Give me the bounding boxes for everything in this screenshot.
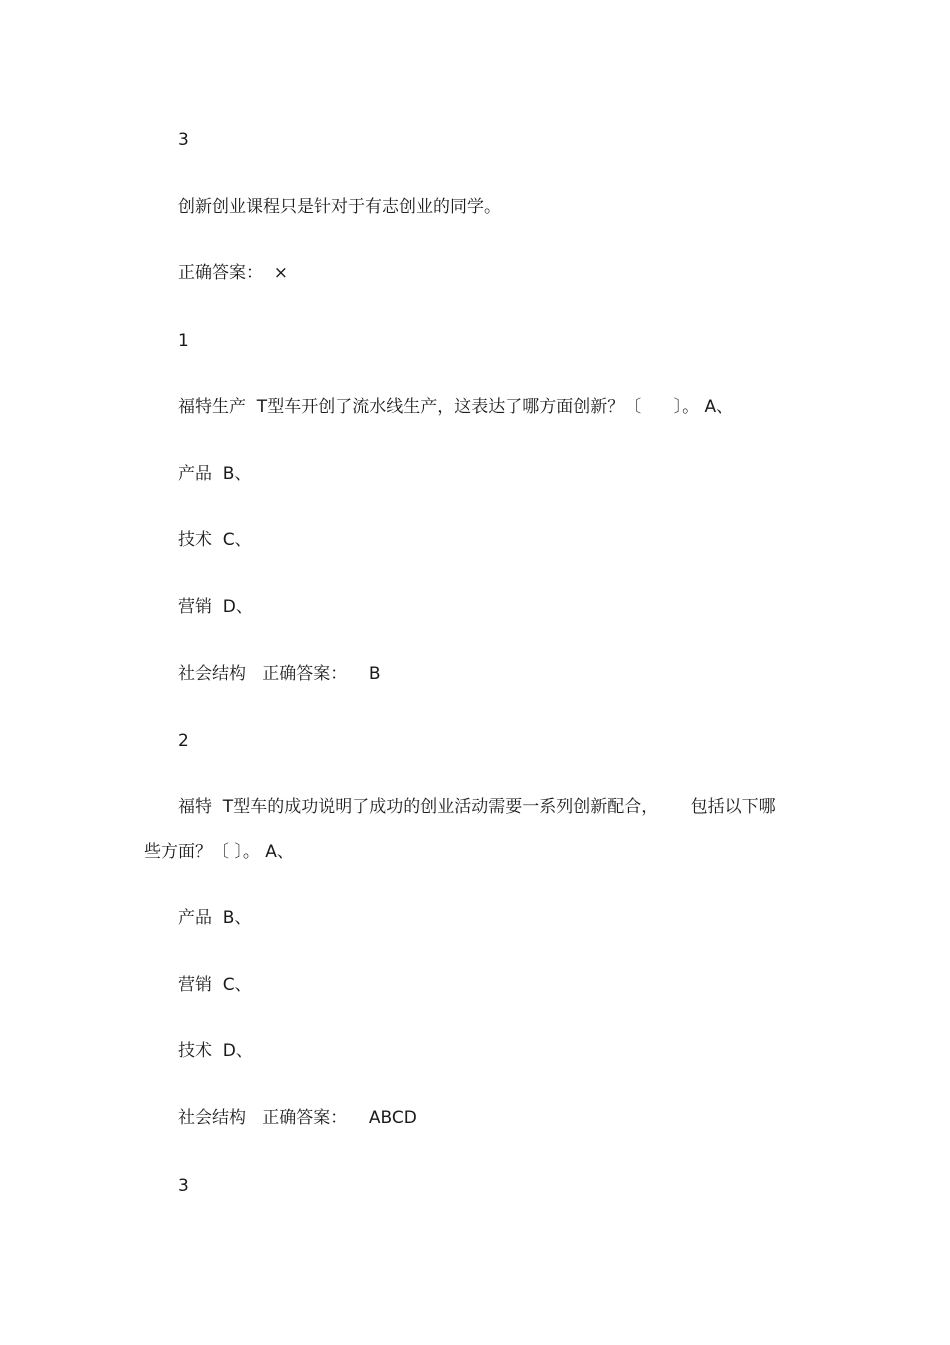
question-number: 3 [178,130,189,150]
question-text: 福特生产 T型车开创了流水线生产，这表达了哪方面创新？〔 〕。 A、 [178,397,734,417]
answer-option: 技术 C、 [178,530,252,550]
answer-option: 产品 B、 [178,908,252,928]
question-number: 3 [178,1176,189,1196]
correct-answer: 社会结构 正确答案： ABCD [178,1108,417,1128]
answer-option: 产品 B、 [178,464,252,484]
question-number: 2 [178,731,189,751]
correct-answer: 社会结构 正确答案： B [178,664,381,684]
question-text: 福特 T型车的成功说明了成功的创业活动需要一系列创新配合， 包括以下哪 [178,797,776,817]
answer-option: 营销 C、 [178,975,252,995]
question-text-continued: 些方面？〔 〕。 A、 [144,842,294,862]
question-number: 1 [178,331,189,351]
answer-option: 技术 D、 [178,1041,253,1061]
question-text: 创新创业课程只是针对于有志创业的同学。 [178,197,501,217]
correct-answer: 正确答案： × [178,263,289,283]
answer-option: 营销 D、 [178,597,253,617]
